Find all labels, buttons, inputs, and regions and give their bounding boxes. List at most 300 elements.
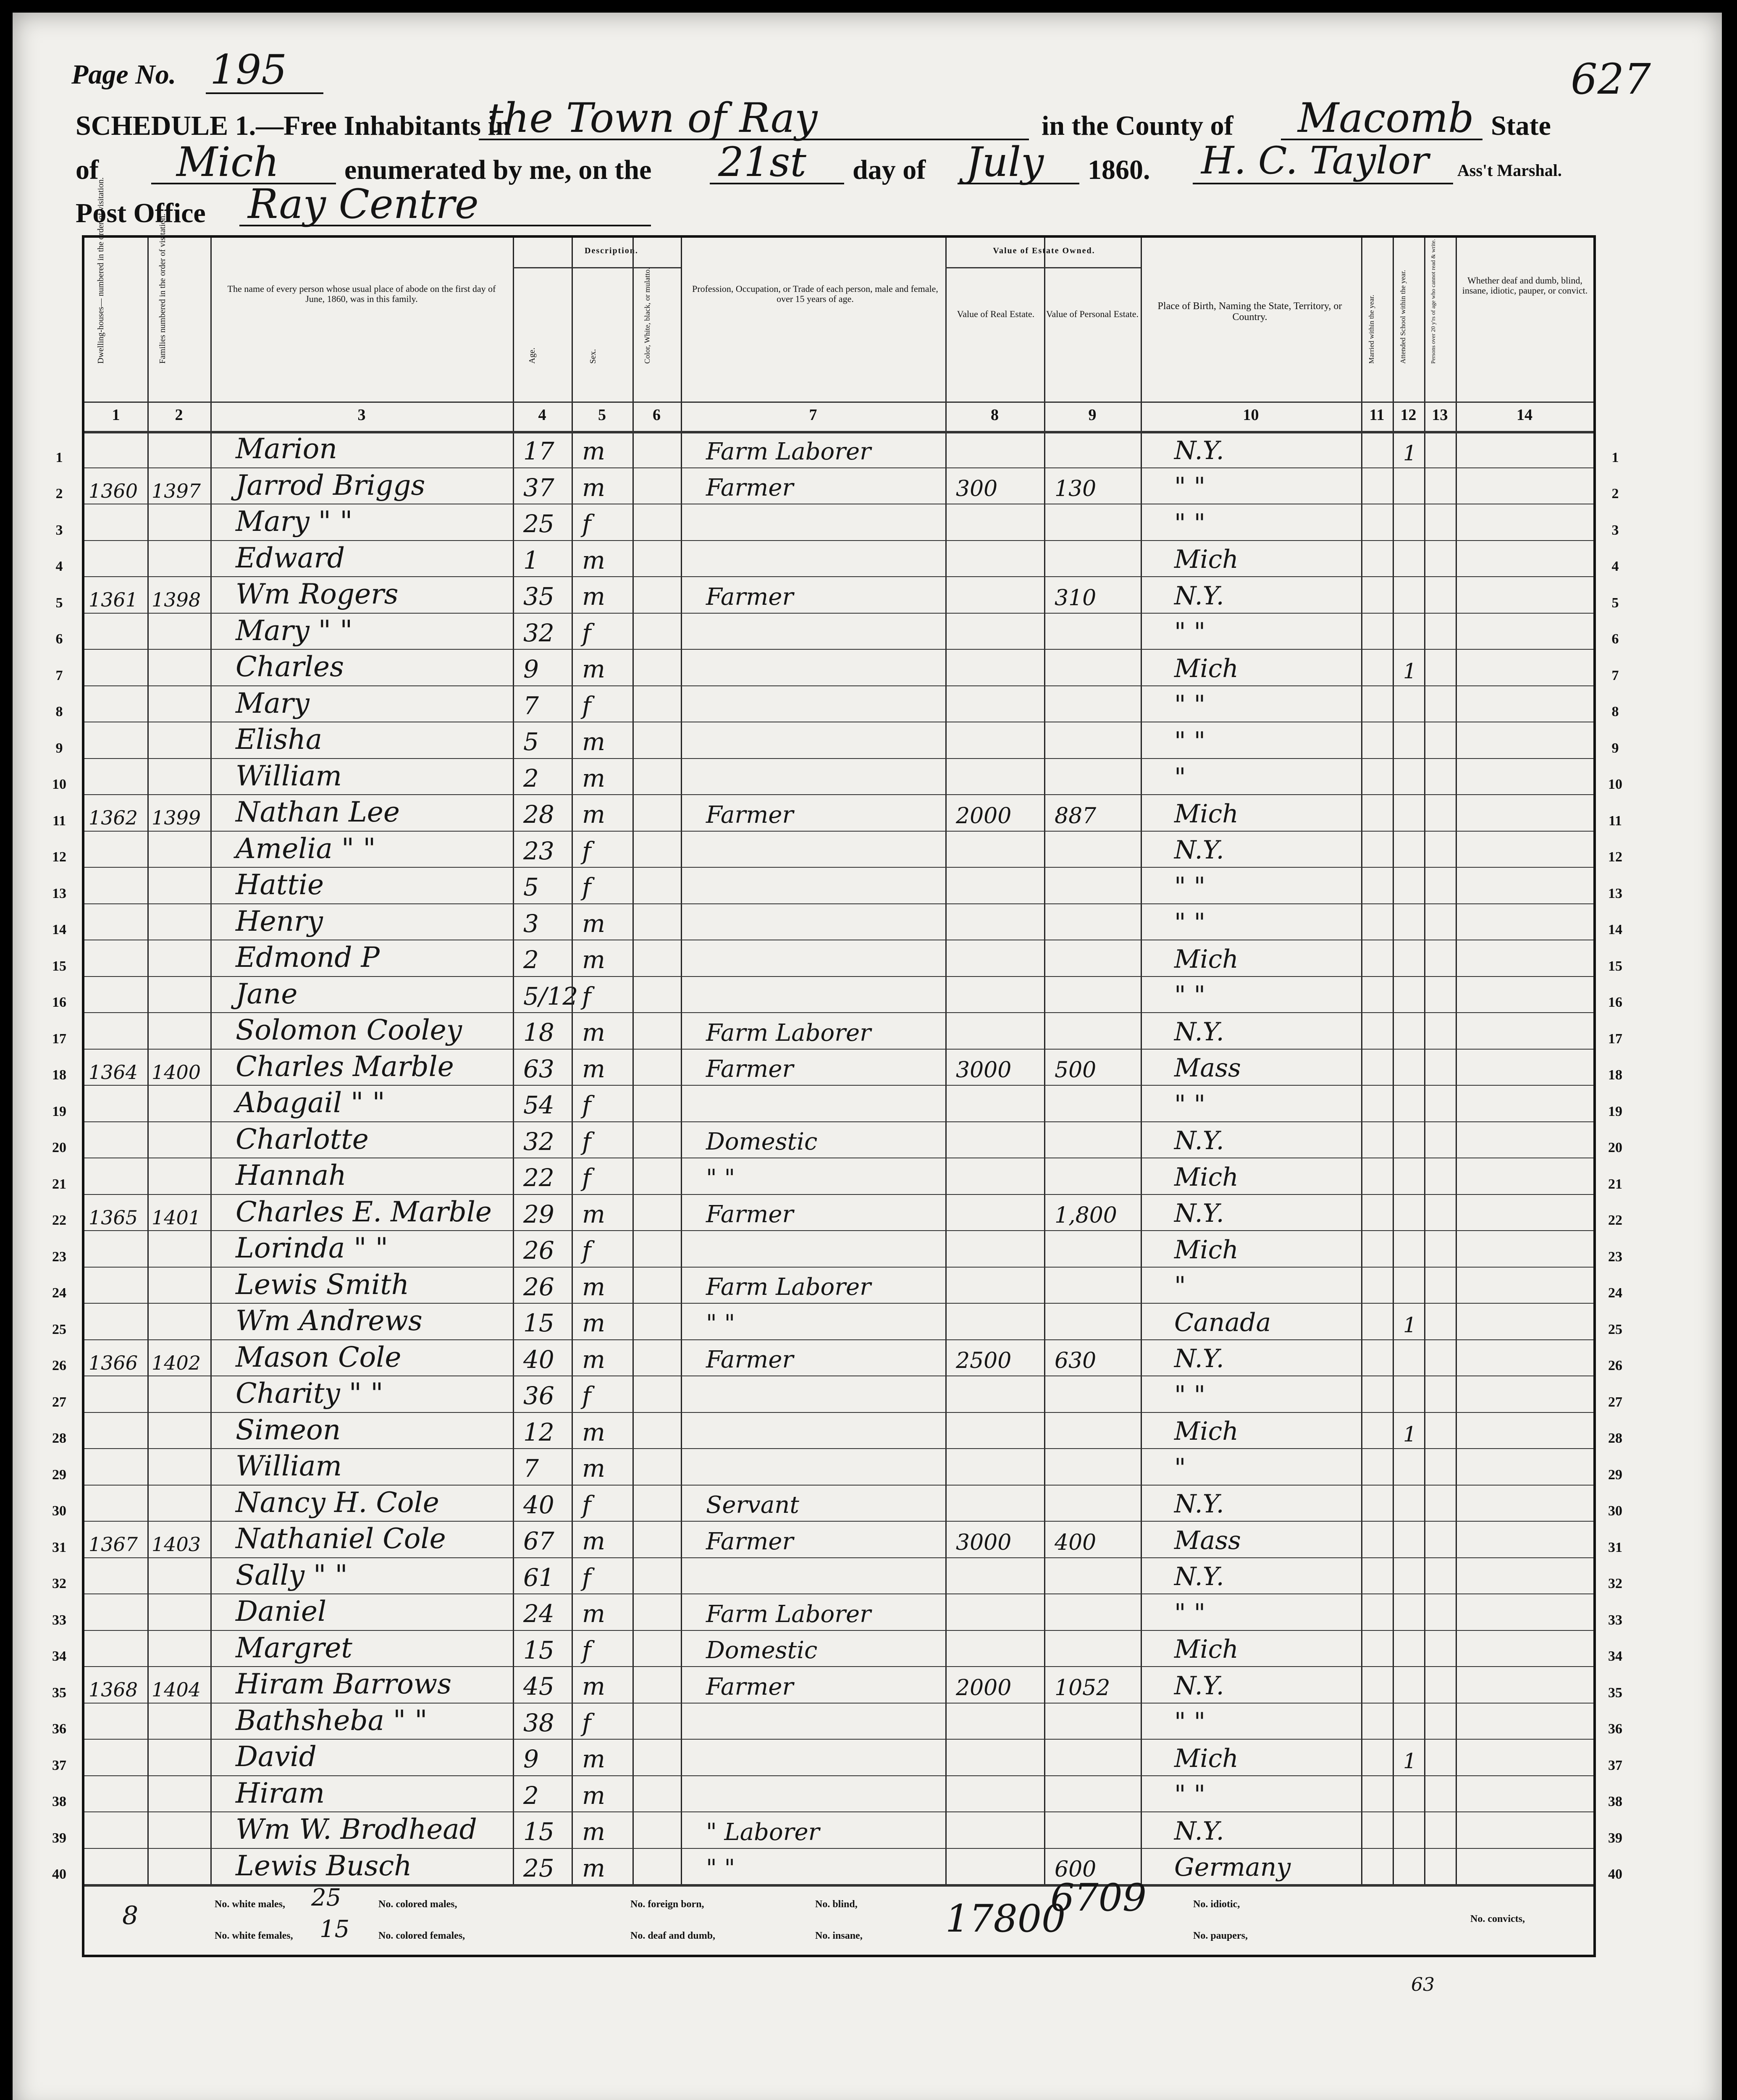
line-number: 23 — [1608, 1249, 1622, 1265]
age: 28 — [523, 800, 554, 829]
column-number: 6 — [653, 406, 661, 424]
sheet-number: 627 — [1571, 55, 1651, 104]
person-name: Edmond P — [236, 941, 380, 974]
family-number: 1402 — [152, 1351, 201, 1374]
occupation: " " — [706, 1855, 735, 1882]
header-divider — [84, 402, 1593, 403]
person-name: Margret — [236, 1631, 352, 1664]
line-number: 36 — [52, 1721, 66, 1737]
personal-estate-value: 500 — [1055, 1058, 1097, 1083]
age: 22 — [523, 1163, 554, 1192]
row-divider — [84, 831, 1593, 832]
birthplace: Mich — [1174, 944, 1238, 974]
line-number: 37 — [52, 1757, 66, 1773]
occupation: Farmer — [706, 1055, 794, 1083]
personal-estate-value: 600 — [1055, 1857, 1097, 1882]
line-number: 8 — [1611, 704, 1619, 719]
sex: m — [582, 1853, 605, 1882]
line-number: 11 — [52, 813, 66, 829]
occupation: " " — [706, 1310, 735, 1337]
birthplace: " — [1174, 1453, 1186, 1483]
line-number: 4 — [55, 559, 63, 574]
age: 3 — [523, 909, 539, 938]
row-divider — [84, 1121, 1593, 1122]
real-estate-value: 2000 — [956, 803, 1012, 829]
row-divider — [84, 1703, 1593, 1704]
birthplace: Germany — [1174, 1853, 1291, 1882]
birthplace: Mich — [1174, 1417, 1238, 1446]
occupation: Farmer — [706, 474, 794, 501]
sex: f — [582, 1563, 591, 1592]
person-name: Sally " " — [236, 1559, 348, 1591]
line-number: 39 — [52, 1830, 66, 1846]
line-number: 4 — [1611, 559, 1619, 574]
column-divider — [1424, 238, 1425, 1884]
line-number: 33 — [52, 1612, 66, 1628]
sex: m — [582, 1454, 605, 1483]
school-mark: 1 — [1403, 441, 1417, 465]
person-name: Charlotte — [236, 1123, 369, 1155]
column-number: 7 — [809, 406, 817, 424]
marshal-label: Ass't Marshal. — [1457, 161, 1562, 180]
birthplace: N.Y. — [1174, 835, 1224, 865]
column-divider — [1044, 238, 1045, 1884]
line-number: 6 — [55, 631, 63, 647]
row-divider — [84, 613, 1593, 614]
person-name: Abagail " " — [236, 1087, 385, 1119]
line-number: 18 — [1608, 1067, 1622, 1083]
personal-estate-value: 400 — [1055, 1530, 1097, 1555]
line-number: 12 — [52, 849, 66, 865]
occupation: Servant — [706, 1491, 799, 1519]
birthplace: N.Y. — [1174, 1126, 1224, 1155]
person-name: Lorinda " " — [236, 1232, 388, 1264]
age: 18 — [523, 1018, 554, 1047]
sex: f — [582, 873, 591, 901]
line-number: 1 — [55, 449, 63, 465]
column-divider — [632, 238, 634, 1884]
family-number: 1400 — [152, 1060, 201, 1084]
age: 5 — [523, 727, 539, 756]
age: 2 — [523, 1781, 539, 1810]
county-field: Macomb — [1298, 94, 1474, 142]
birthplace: Mass — [1174, 1525, 1241, 1555]
sex: m — [582, 764, 605, 793]
white-females-label: No. white females, — [215, 1930, 293, 1941]
sex: m — [582, 1018, 605, 1047]
occupation: " " — [706, 1164, 735, 1192]
age: 67 — [523, 1527, 554, 1555]
person-name: William — [236, 759, 342, 792]
age: 61 — [523, 1563, 554, 1592]
year-label: 1860. — [1088, 155, 1150, 185]
family-number: 1399 — [152, 806, 201, 829]
convicts-label: No. convicts, — [1470, 1914, 1525, 1924]
row-divider — [84, 1884, 1593, 1885]
birthplace: N.Y. — [1174, 581, 1224, 611]
family-number: 1397 — [152, 479, 201, 502]
dwelling-number: 1360 — [89, 479, 138, 502]
row-divider — [84, 1848, 1593, 1849]
age: 37 — [523, 473, 554, 502]
line-number: 22 — [52, 1213, 66, 1228]
birthplace: " " — [1174, 1780, 1206, 1809]
age: 2 — [523, 764, 539, 793]
person-name: Hiram Barrows — [236, 1668, 452, 1700]
day-field: 21st — [718, 139, 806, 186]
birthplace: N.Y. — [1174, 1562, 1224, 1591]
birthplace: Mich — [1174, 799, 1238, 829]
white-females-count: 15 — [320, 1916, 350, 1943]
line-number: 28 — [1608, 1431, 1622, 1446]
birthplace: " " — [1174, 908, 1206, 937]
column-number: 9 — [1088, 406, 1097, 424]
occupation: " Laborer — [706, 1818, 820, 1846]
birthplace: N.Y. — [1174, 1816, 1224, 1846]
occupation: Farmer — [706, 583, 794, 611]
line-number: 23 — [52, 1249, 66, 1265]
person-name: Amelia " " — [236, 832, 376, 865]
line-number: 16 — [52, 995, 66, 1010]
sex: m — [582, 437, 605, 465]
line-number: 7 — [55, 667, 63, 683]
age: 32 — [523, 1127, 554, 1156]
personal-estate-value: 130 — [1055, 476, 1097, 501]
birthplace: " " — [1174, 472, 1206, 501]
estate-header: Value of Estate Owned. — [993, 246, 1095, 255]
birthplace: Mich — [1174, 545, 1238, 574]
sex: f — [582, 1635, 591, 1664]
line-number: 2 — [55, 486, 63, 501]
col-color-header: Color, White, black, or mulatto. — [643, 268, 651, 364]
line-number: 38 — [52, 1794, 66, 1809]
line-number: 5 — [1611, 595, 1619, 611]
column-number: 8 — [991, 406, 999, 424]
personal-estate-value: 630 — [1055, 1348, 1097, 1373]
row-divider — [84, 976, 1593, 977]
person-name: Jarrod Briggs — [236, 469, 425, 501]
person-name: Nathaniel Cole — [236, 1522, 446, 1555]
row-divider — [84, 467, 1593, 468]
line-number: 35 — [52, 1685, 66, 1701]
real-estate-value: 2000 — [956, 1675, 1012, 1701]
line-number: 38 — [1608, 1794, 1622, 1809]
birthplace: " " — [1174, 617, 1206, 647]
line-number: 34 — [1608, 1648, 1622, 1664]
person-name: Wm W. Brodhead — [236, 1813, 477, 1845]
sex: f — [582, 1127, 591, 1156]
column-divider — [572, 238, 573, 1884]
occupation: Farmer — [706, 801, 794, 829]
line-number: 34 — [52, 1648, 66, 1664]
column-divider — [1393, 238, 1394, 1884]
person-name: Charles E. Marble — [236, 1195, 492, 1228]
personal-estate-total: 6709 — [1050, 1876, 1147, 1920]
col-dwelling-header: Dwelling-houses— numbered in the order of visitation. — [96, 177, 105, 364]
sex: f — [582, 1708, 591, 1737]
line-number: 1 — [1611, 449, 1619, 465]
birthplace: N.Y. — [1174, 1671, 1224, 1701]
sex: m — [582, 1200, 605, 1228]
birthplace: " " — [1174, 726, 1206, 756]
person-name: Hannah — [236, 1159, 346, 1192]
day-underline — [710, 183, 844, 184]
line-number: 30 — [1608, 1503, 1622, 1519]
person-name: Wm Rogers — [236, 578, 399, 610]
line-number: 5 — [55, 595, 63, 611]
subheader-divider — [513, 267, 681, 268]
line-number: 26 — [52, 1358, 66, 1373]
line-number: 10 — [52, 777, 66, 792]
line-number: 21 — [52, 1176, 66, 1192]
sex: f — [582, 618, 591, 647]
sex: m — [582, 655, 605, 683]
age: 7 — [523, 1454, 539, 1483]
col-name-header: The name of every person whose usual place of abode on the first day of June, 1860, was in this family. — [227, 284, 496, 304]
white-males-label: No. white males, — [215, 1899, 285, 1910]
sex: m — [582, 800, 605, 829]
row-divider — [84, 1303, 1593, 1304]
person-name: Bathsheba " " — [236, 1704, 428, 1737]
deaf-dumb-label: No. deaf and dumb, — [630, 1930, 716, 1941]
sex: f — [582, 1091, 591, 1119]
person-name: Henry — [236, 905, 323, 937]
sex: f — [582, 836, 591, 865]
person-name: David — [236, 1740, 317, 1773]
column-divider — [513, 238, 514, 1884]
sex: m — [582, 1527, 605, 1555]
birthplace: Mich — [1174, 1162, 1238, 1192]
person-name: Charity " " — [236, 1377, 383, 1410]
row-divider — [84, 540, 1593, 541]
line-number: 15 — [52, 958, 66, 974]
column-number: 5 — [598, 406, 606, 424]
row-divider — [84, 1630, 1593, 1631]
line-number: 24 — [52, 1285, 66, 1301]
enumerated-label: enumerated by me, on the — [344, 155, 652, 185]
sex: m — [582, 582, 605, 611]
sex: f — [582, 1490, 591, 1519]
person-name: Hiram — [236, 1777, 325, 1809]
row-divider — [84, 685, 1593, 686]
birthplace: N.Y. — [1174, 1489, 1224, 1519]
birthplace: " " — [1174, 872, 1206, 901]
column-number: 3 — [357, 406, 366, 424]
line-number: 13 — [52, 885, 66, 901]
foreign-born-label: No. foreign born, — [630, 1899, 704, 1910]
person-name: Edward — [236, 541, 345, 574]
column-number: 1 — [112, 406, 120, 424]
line-number: 33 — [1608, 1612, 1622, 1628]
age: 38 — [523, 1708, 554, 1737]
dwelling-number: 1366 — [89, 1351, 138, 1374]
birthplace: Mich — [1174, 1635, 1238, 1664]
birthplace: " — [1174, 763, 1186, 792]
line-number: 7 — [1611, 667, 1619, 683]
sex: f — [582, 982, 591, 1011]
birthplace: " " — [1174, 1089, 1206, 1119]
sex: m — [582, 1054, 605, 1083]
real-estate-total: 17800 — [945, 1897, 1066, 1941]
birthplace: " " — [1174, 1598, 1206, 1628]
sex: m — [582, 1745, 605, 1773]
age: 12 — [523, 1418, 554, 1446]
marshal-underline — [1193, 183, 1453, 184]
col-sex-header: Sex. — [588, 349, 598, 364]
column-number: 4 — [538, 406, 546, 424]
row-divider — [84, 576, 1593, 577]
occupation: Farm Laborer — [706, 1019, 871, 1047]
month-underline — [958, 183, 1079, 184]
real-estate-value: 3000 — [956, 1058, 1012, 1083]
line-number: 3 — [55, 522, 63, 538]
birthplace: " " — [1174, 1707, 1206, 1737]
age: 25 — [523, 509, 554, 538]
sex: m — [582, 1781, 605, 1810]
line-number: 9 — [55, 740, 63, 756]
column-number: 11 — [1369, 406, 1385, 424]
col-birthplace-header: Place of Birth, Naming the State, Territory, or Country. — [1157, 301, 1342, 323]
family-number: 1403 — [152, 1533, 201, 1556]
person-name: William — [236, 1450, 342, 1482]
age: 15 — [523, 1817, 554, 1846]
line-number: 27 — [1608, 1394, 1622, 1410]
age: 9 — [523, 655, 539, 683]
row-divider — [84, 1339, 1593, 1340]
white-males-count: 25 — [311, 1884, 341, 1911]
line-number: 15 — [1608, 958, 1622, 974]
row-divider — [84, 1739, 1593, 1740]
row-divider — [84, 1593, 1593, 1594]
line-number: 8 — [55, 704, 63, 719]
page-number-underline — [206, 92, 323, 94]
state-field: Mich — [176, 139, 279, 186]
age: 2 — [523, 945, 539, 974]
row-divider — [84, 794, 1593, 795]
real-estate-value: 2500 — [956, 1348, 1012, 1373]
sex: f — [582, 691, 591, 720]
age: 32 — [523, 618, 554, 647]
sex: m — [582, 727, 605, 756]
row-divider — [84, 1485, 1593, 1486]
personal-estate-value: 1,800 — [1055, 1203, 1117, 1228]
line-number: 6 — [1611, 631, 1619, 647]
age: 40 — [523, 1490, 554, 1519]
age: 15 — [523, 1309, 554, 1337]
birthplace: " " — [1174, 1380, 1206, 1410]
description-header: Description. — [585, 246, 638, 255]
paupers-label: No. paupers, — [1193, 1930, 1248, 1941]
person-name: Nathan Lee — [236, 796, 400, 828]
person-name: Charles Marble — [236, 1050, 454, 1083]
family-number: 1401 — [152, 1206, 201, 1229]
dwelling-number: 1362 — [89, 806, 138, 829]
row-divider — [84, 1194, 1593, 1195]
occupation: Farmer — [706, 1201, 794, 1228]
person-name: Mason Cole — [236, 1341, 401, 1373]
birthplace: " " — [1174, 508, 1206, 538]
person-name: Nancy H. Cole — [236, 1486, 439, 1519]
line-number: 18 — [52, 1067, 66, 1083]
page-number-label: Page No. — [71, 59, 176, 90]
row-divider — [84, 1521, 1593, 1522]
row-divider — [84, 1049, 1593, 1050]
line-number: 19 — [1608, 1103, 1622, 1119]
col-family-header: Families numbered in the order of visitation. — [158, 213, 167, 364]
birthplace: " " — [1174, 981, 1206, 1010]
school-mark: 1 — [1403, 659, 1417, 683]
personal-estate-value: 1052 — [1055, 1675, 1110, 1701]
age: 29 — [523, 1200, 554, 1228]
family-number: 1398 — [152, 588, 201, 611]
line-number: 16 — [1608, 995, 1622, 1010]
age: 5 — [523, 873, 539, 901]
line-number: 30 — [52, 1503, 66, 1519]
row-divider — [84, 1448, 1593, 1449]
tally-mark: 8 — [122, 1901, 139, 1930]
age: 26 — [523, 1236, 554, 1265]
col-condition-header: Whether deaf and dumb, blind, insane, idiotic, pauper, or convict. — [1462, 275, 1588, 296]
column-number: 14 — [1517, 406, 1532, 424]
line-number: 29 — [52, 1467, 66, 1483]
line-number: 25 — [1608, 1321, 1622, 1337]
column-divider — [1456, 238, 1457, 1884]
column-divider — [1361, 238, 1362, 1884]
occupation: Farmer — [706, 1673, 794, 1701]
occupation: Domestic — [706, 1637, 818, 1664]
column-number: 10 — [1243, 406, 1259, 424]
row-divider — [84, 867, 1593, 868]
person-name: Wm Andrews — [236, 1305, 422, 1337]
line-number: 11 — [1608, 813, 1622, 829]
sex: m — [582, 1672, 605, 1701]
birthplace: Mich — [1174, 654, 1238, 683]
real-estate-value: 3000 — [956, 1530, 1012, 1555]
census-page — [13, 13, 1722, 2100]
birthplace: N.Y. — [1174, 436, 1224, 465]
state-label: State — [1491, 110, 1551, 141]
sex: m — [582, 1345, 605, 1374]
row-divider — [84, 1267, 1593, 1268]
sex: m — [582, 1817, 605, 1846]
row-divider — [84, 1557, 1593, 1558]
line-number: 28 — [52, 1431, 66, 1446]
birthplace: Mich — [1174, 1743, 1238, 1773]
line-number: 21 — [1608, 1176, 1622, 1192]
column-divider — [1141, 238, 1142, 1884]
line-number: 20 — [52, 1140, 66, 1155]
town-field: the Town of Ray — [487, 94, 818, 142]
column-divider — [945, 238, 947, 1884]
age: 45 — [523, 1672, 554, 1701]
birthplace: N.Y. — [1174, 1199, 1224, 1228]
person-name: Charles — [236, 651, 344, 683]
age: 35 — [523, 582, 554, 611]
sex: m — [582, 909, 605, 938]
dwelling-number: 1365 — [89, 1206, 138, 1229]
person-name: Solomon Cooley — [236, 1014, 462, 1046]
age: 1 — [523, 546, 539, 575]
header-divider — [84, 431, 1593, 433]
occupation: Farm Laborer — [706, 1600, 871, 1628]
day-of-label: day of — [853, 155, 926, 185]
line-number: 24 — [1608, 1285, 1622, 1301]
age: 23 — [523, 836, 554, 865]
age: 63 — [523, 1054, 554, 1083]
sex: f — [582, 509, 591, 538]
school-mark: 1 — [1403, 1422, 1417, 1446]
family-number: 1404 — [152, 1678, 201, 1701]
